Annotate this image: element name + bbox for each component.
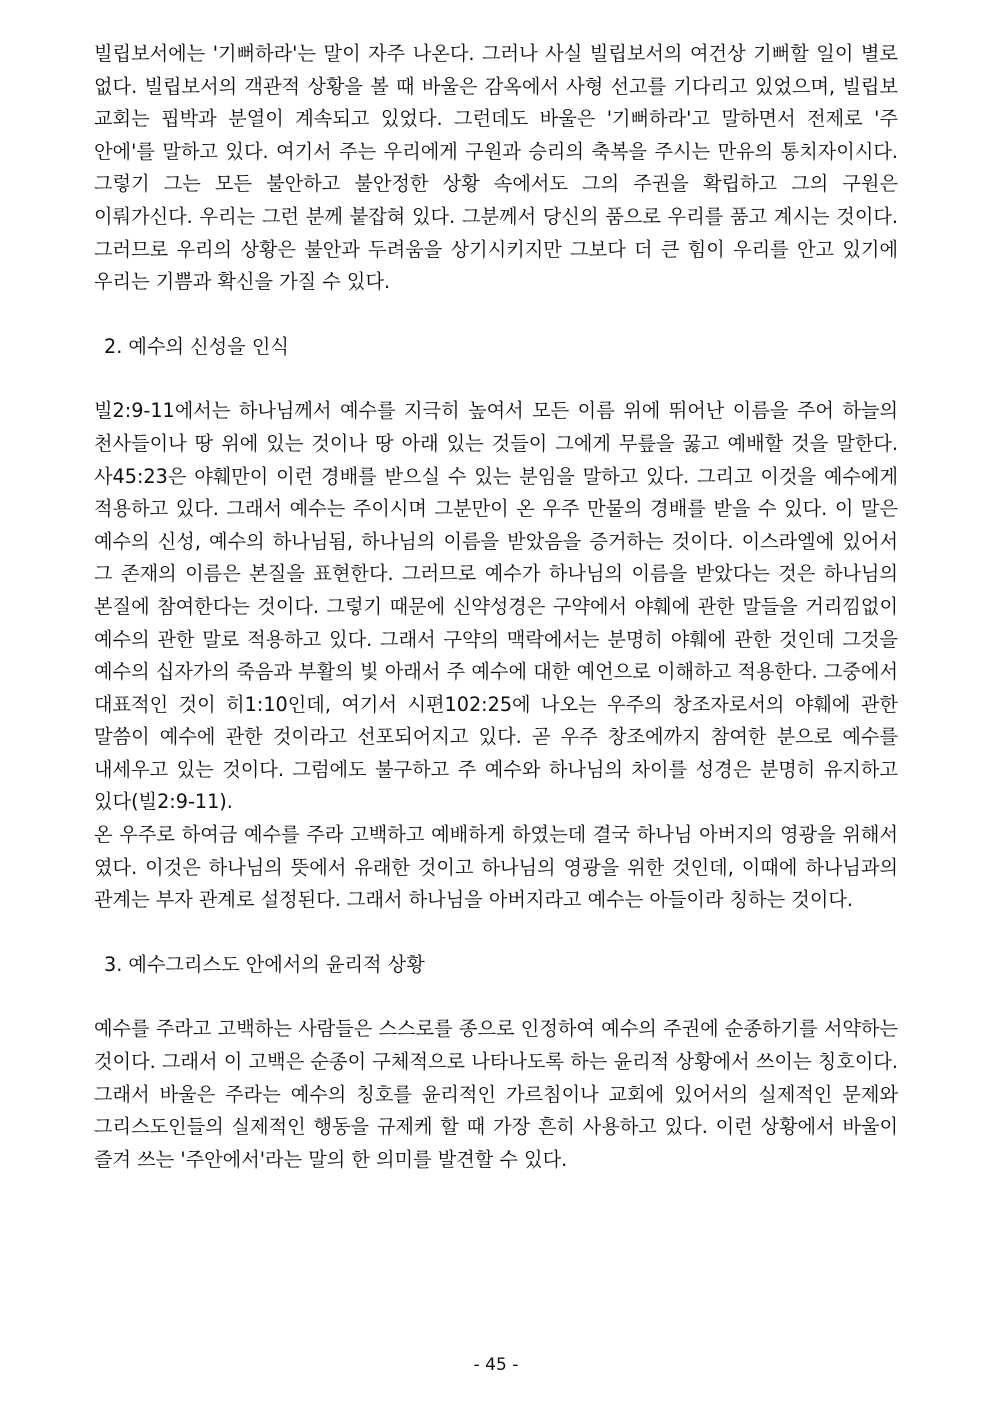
spacer [94, 299, 898, 331]
paragraph-joy-in-lord: 빌립보서에는 '기뻐하라'는 말이 자주 나온다. 그러나 사실 빌립보서의 여건상 기뻐할 일이 별로 없다. 빌립보서의 객관적 상황을 볼 때 바울은 감옥에서 사형 선고를 기다리고 있었으며, 빌립보 교회는 핍박과 분열이 계속되고 있었다. 그런데도 바울은 '기뻐하라'고 말하면서 전제로 '주 안에'를 말하고 있다. 여기서 주는 우리에게 구원과 승리의 축복을 주시는 만유의 통치자이시다. 그렇기 그는 모든 불안하고 불안정한 상황 속에서도 그의 주권을 확립하고 그의 구원은 이뤄가신다. 우리는 그런 분께 붙잡혀 있다. 그분께서 당신의 품으로 우리를 품고 계시는 것이다. 그러므로 우리의 상황은 불안과 두려움을 상기시키지만 그보다 더 큰 힘이 우리를 안고 있기에 우리는 기쁨과 확신을 가질 수 있다. [94, 42, 898, 294]
section-heading-2: 2. 예수의 신성을 인식 [104, 334, 289, 358]
page-number: - 45 - [473, 1355, 519, 1375]
spacer [94, 917, 898, 949]
document-body [94, 38, 898, 1176]
paragraph-divinity-of-jesus: 빌2:9-11에서는 하나님께서 예수를 지극히 높여서 모든 이름 위에 뛰어난 이름을 주어 하늘의 천사들이나 땅 위에 있는 것이나 땅 아래 있는 것들이 그에게 무릎을 꿇고 예배할 것을 말한다. 사45:23은 야훼만이 이런 경배를 받으실 수 있는 분임을 말하고 있다. 그리고 이것을 예수에게 적용하고 있다. 그래서 예수는 주이시며 그분만이 온 우주 만물의 경배를 받을 수 있다. 이 말은 예수의 신성, 예수의 하나님됨, 하나님의 이름을 받았음을 증거하는 것이다. 이스라엘에 있어서 그 존재의 이름은 본질을 표현한다. 그러므로 예수가 하나님의 이름을 받았다는 것은 하나님의 본질에 참여한다는 것이다. 그렇기 때문에 신약성경은 구약에서 야훼에 관한 말들을 거리낌없이 예수의 관한 말로 적용하고 있다. 그래서 구약의 맥락에서는 분명히 야훼에 관한 것인데 그것을 예수의 십자가의 죽음과 부활의 빛 아래서 주 예수에 대한 예언으로 이해하고 적용한다. 그중에서 대표적인 것이 히1:10인데, 여기서 시편102:25에 나오는 우주의 창조자로서의 야훼에 관한 말씀이 예수에 관한 것이라고 선포되어지고 있다. 곧 우주 창조에까지 참여한 분으로 예수를 내세우고 있는 것이다. 그럼에도 불구하고 주 예수와 하나님의 차이를 성경은 분명히 유지하고 있다(빌2:9-11). [94, 399, 898, 814]
paragraph-father-son-relationship: 온 우주로 하여금 예수를 주라 고백하고 예배하게 하였는데 결국 하나님 아버지의 영광을 위해서 였다. 이것은 하나님의 뜻에서 유래한 것이고 하나님의 영광을 위한 것인데, 이때에 하나님과의 관계는 부자 관계로 설정된다. 그래서 하나님을 아버지라고 예수는 아들이라 칭하는 것이다. [94, 823, 898, 912]
section-heading-3: 3. 예수그리스도 안에서의 윤리적 상황 [104, 952, 425, 976]
spacer [94, 363, 898, 395]
paragraph-ethical-situation: 예수를 주라고 고백하는 사람들은 스스로를 종으로 인정하여 예수의 주권에 순종하기를 서약하는 것이다. 그래서 이 고백은 순종이 구체적으로 나타나도록 하는 윤리적 상황에서 쓰이는 칭호이다. 그래서 바울은 주라는 예수의 칭호를 윤리적인 가르침이나 교회에 있어서의 실제적인 문제와 그리스도인들의 실제적인 행동을 규제케 할 때 가장 흔히 사용하고 있다. 이런 상황에서 바울이 즐겨 쓰는 '주안에서'라는 말의 한 의미를 발견할 수 있다. [94, 1017, 898, 1171]
spacer [94, 981, 898, 1013]
